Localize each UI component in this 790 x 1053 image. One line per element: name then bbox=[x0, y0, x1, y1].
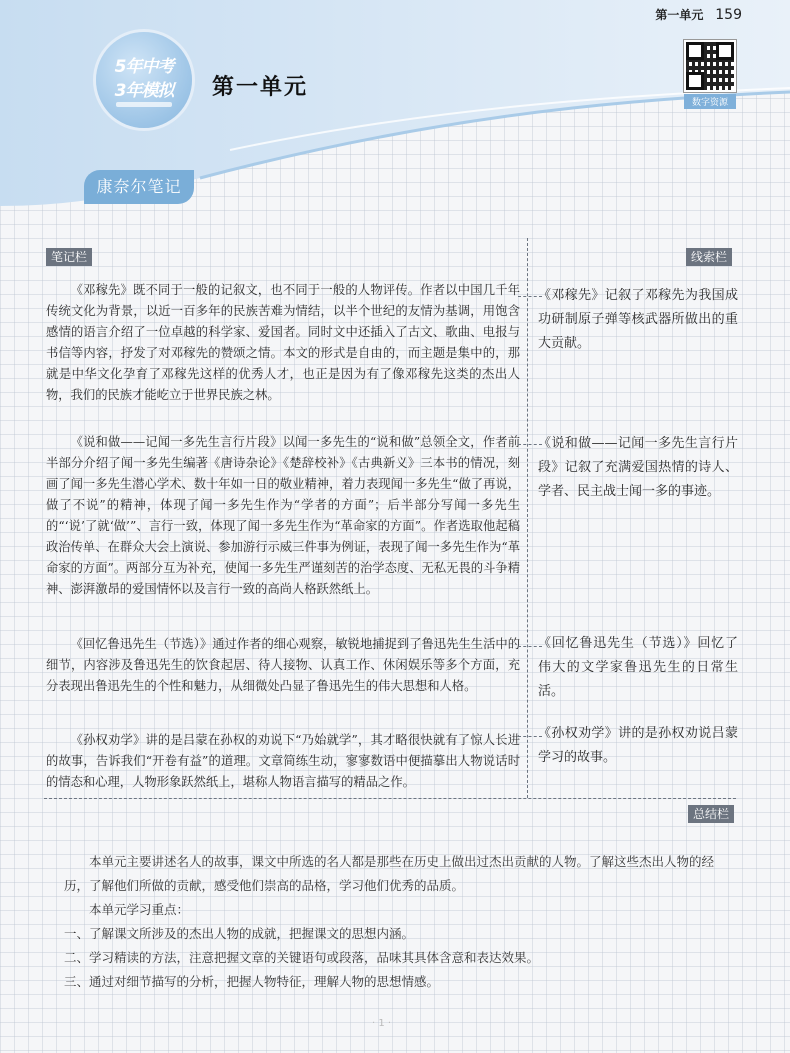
running-head-unit: 第一单元 bbox=[655, 8, 704, 22]
notes-column-tag: 笔记栏 bbox=[46, 248, 92, 266]
qr-code-icon[interactable] bbox=[684, 40, 736, 92]
unit-title: 第一单元 bbox=[212, 75, 309, 100]
logo-line-2: 3年模拟 bbox=[114, 81, 174, 101]
qr-corner bbox=[686, 72, 704, 90]
summary-point: 二、学习精读的方法，注意把握文章的关键语句或段落，品味其具体含意和表达效果。 bbox=[64, 950, 540, 965]
summary-point: 一、了解课文所涉及的杰出人物的成就，把握课文的思想内涵。 bbox=[64, 926, 415, 941]
note-paragraph: 《说和做——记闻一多先生言行片段》以闻一多先生的“说和做”总领全文，作者前半部分介绍了闻一多先生编著《唐诗杂论》《楚辞校补》《古典新义》三本书的情况，刻画了闻一多先生潜心学术、数十年如一日的敬业精神，着力表现闻一多先生“做了再说，做了不说”的精神，体现了闻一多先生作为“学者的方面”；后半部分写闻一多先生的“‘说’了就‘做’”、言行一致，体现了闻一多先生作为“革命家的方面”。作者选取他起稿政治传单、在群众大会上演说、参加游行示威三件事为例证，表现了闻一多先生作为“革命家的方面”。两部分互为补充，使闻一多先生严谨刻苦的治学态度、无私无畏的斗争精神、澎湃激昂的爱国情怀以及言行一致的高尚人格跃然纸上。 bbox=[46, 435, 520, 596]
clue-entry: 《孙权劝学》讲的是孙权劝说吕蒙学习的故事。 bbox=[538, 726, 738, 765]
qr-label: 数字资源 bbox=[684, 94, 736, 109]
page-number: 159 bbox=[715, 7, 742, 23]
running-head bbox=[655, 6, 742, 23]
clue-entry: 《说和做——记闻一多先生言行片段》记叙了充满爱国热情的诗人、学者、民主战士闻一多的事迹。 bbox=[538, 436, 738, 499]
note-paragraph: 《邓稼先》既不同于一般的记叙文，也不同于一般的人物评传。作者以中国几千年传统文化为背景，以近一百多年的民族苦难为情结，以半个世纪的友情为基调，用饱含感情的语言介绍了一位卓越的科学家、爱国者。同时文中还插入了古文、歌曲、电报与书信等内容，抒发了对邓稼先的赞颂之情。本文的形式是自由的，而主题是集中的，那就是中华文化孕育了邓稼先这样的优秀人才，也正是因为有了像邓稼先这类的杰出人物，我们的民族才能屹立于世界民族之林。 bbox=[46, 283, 520, 402]
logo-underline bbox=[116, 102, 172, 107]
qr-corner bbox=[716, 42, 734, 60]
clues-column-tag: 线索栏 bbox=[686, 248, 732, 266]
clue-entry: 《回忆鲁迅先生（节选）》回忆了伟大的文学家鲁迅先生的日常生活。 bbox=[538, 636, 738, 699]
summary-focus-title: 本单元学习重点： bbox=[89, 902, 190, 917]
summary-point: 三、通过对细节描写的分析，把握人物特征，理解人物的思想情感。 bbox=[64, 974, 440, 989]
brand-logo bbox=[96, 32, 192, 128]
note-paragraph: 《回忆鲁迅先生（节选）》通过作者的细心观察，敏锐地捕捉到了鲁迅先生生活中的细节，内容涉及鲁迅先生的饮食起居、待人接物、认真工作、休闲娱乐等多个方面，充分表现出鲁迅先生的个性和魅力，从细微处凸显了鲁迅先生的伟大思想和人格。 bbox=[46, 637, 520, 693]
cornell-notes-tab: 康奈尔笔记 bbox=[84, 170, 194, 204]
clue-entry: 《邓稼先》记叙了邓稼先为我国成功研制原子弹等核武器所做出的重大贡献。 bbox=[538, 288, 738, 351]
logo-line-1: 5年中考 bbox=[114, 57, 174, 77]
summary-column-tag: 总结栏 bbox=[688, 805, 734, 823]
note-paragraph: 《孙权劝学》讲的是吕蒙在孙权的劝说下“乃始就学”，其才略很快就有了惊人长进的故事，告诉我们“开卷有益”的道理。文章简练生动，寥寥数语中便描摹出人物说话时的情态和心理，人物形象跃然纸上，堪称人物语言描写的精品之作。 bbox=[46, 733, 520, 789]
summary-divider bbox=[44, 798, 736, 799]
footer-mark: · 1 · bbox=[372, 1018, 392, 1029]
summary-intro: 本单元主要讲述名人的故事，课文中所选的名人都是那些在历史上做出过杰出贡献的人物。了解这些杰出人物的经历，了解他们所做的贡献，感受他们崇高的品格，学习他们优秀的品质。 bbox=[64, 854, 715, 893]
column-divider bbox=[527, 238, 528, 798]
qr-corner bbox=[686, 42, 704, 60]
summary-section bbox=[64, 850, 736, 994]
